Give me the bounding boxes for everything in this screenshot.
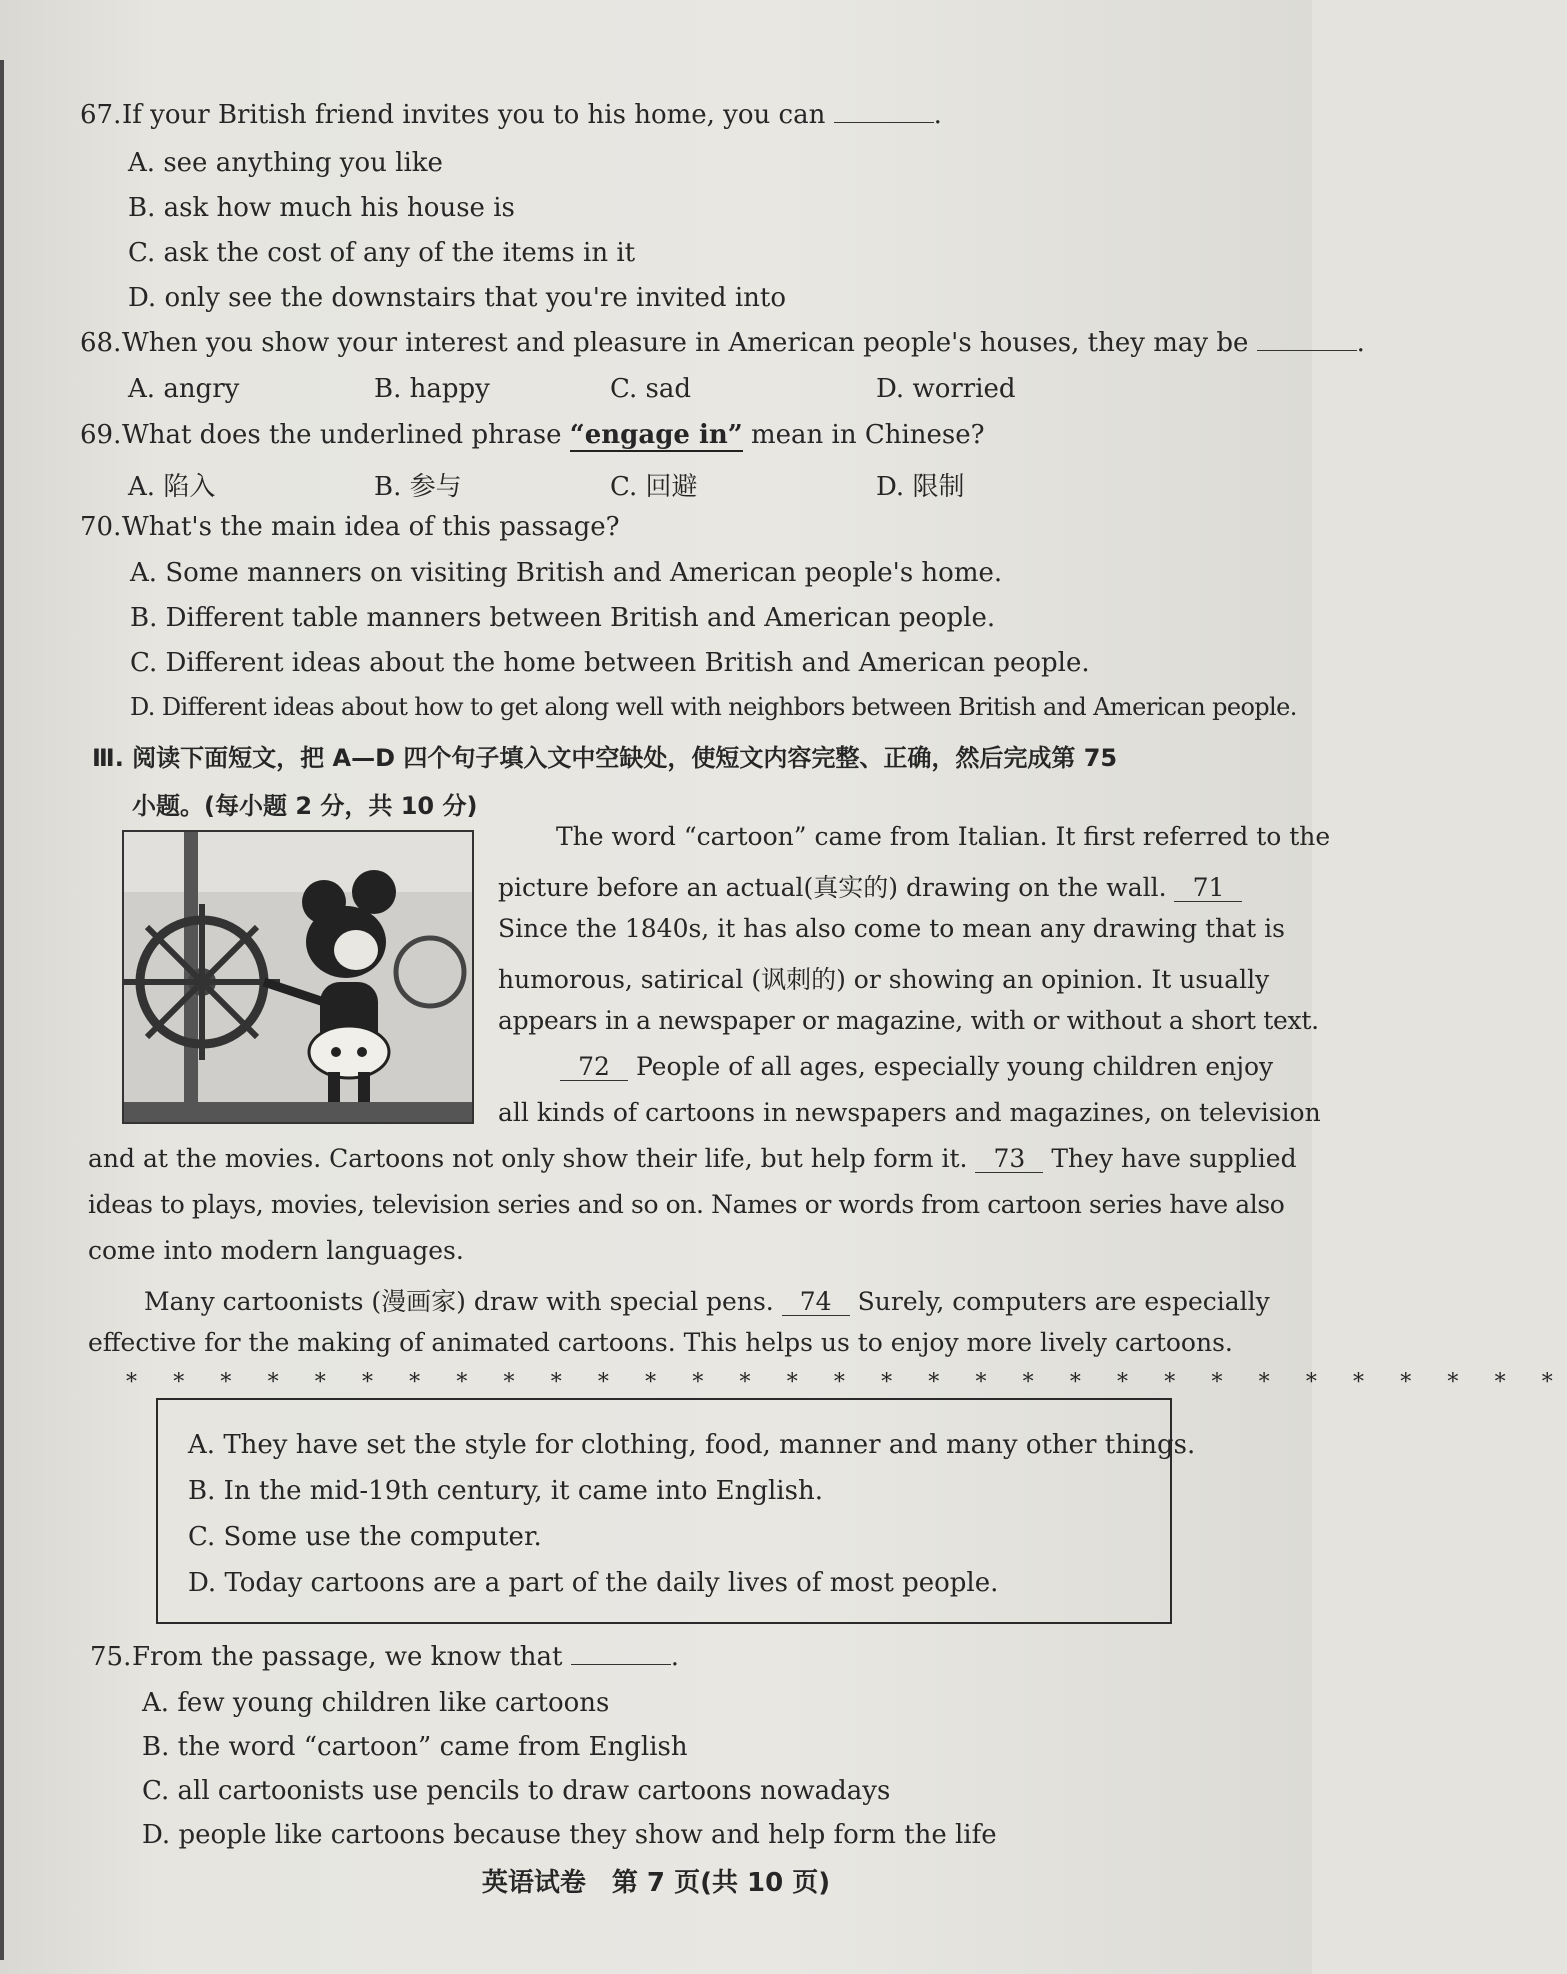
option-b: B. the word “cartoon” came from English: [142, 1732, 688, 1762]
option-b: B. happy: [374, 374, 490, 404]
option-c: C. Different ideas about the home between British and American people.: [130, 648, 1090, 678]
option-c: C. ask the cost of any of the items in it: [128, 238, 636, 268]
option-b: B. 参与: [374, 472, 462, 502]
cartoon-illustration: [122, 830, 474, 1124]
question-70: 70.What's the main idea of this passage?: [80, 512, 620, 542]
option-a: A. Some manners on visiting British and American people's home.: [130, 558, 1003, 588]
blank-73: 73: [975, 1146, 1043, 1173]
passage-line: effective for the making of animated cartoons. This helps us to enjoy more lively cartoons.: [88, 1328, 1233, 1357]
question-stem: If your British friend invites you to his home, you can: [122, 100, 826, 130]
option-a: A. see anything you like: [128, 148, 443, 178]
option-a: A. 陷入: [128, 472, 216, 502]
box-option-d: D. Today cartoons are a part of the daily lives of most people.: [188, 1568, 999, 1598]
option-d: D. only see the downstairs that you're invited into: [128, 283, 786, 313]
underlined-phrase: “engage in”: [569, 420, 743, 450]
blank-71: 71: [1174, 875, 1242, 902]
question-68: 68.When you show your interest and pleasure in American people's houses, they may be .: [80, 328, 1365, 358]
passage-line: ideas to plays, movies, television series and so on. Names or words from cartoon series have also: [88, 1190, 1285, 1219]
blank-74: 74: [782, 1289, 850, 1316]
box-option-b: B. In the mid-19th century, it came into English.: [188, 1476, 823, 1506]
box-option-c: C. Some use the computer.: [188, 1522, 542, 1552]
option-a: A. angry: [128, 374, 240, 404]
option-d: D. worried: [876, 374, 1016, 404]
sentence-options-box: [156, 1398, 1196, 1624]
passage-line: and at the movies. Cartoons not only show their life, but help form it. 73 They have supplied: [88, 1144, 1297, 1173]
passage-line: come into modern languages.: [88, 1236, 464, 1265]
question-number: 67.: [80, 100, 122, 130]
page-edge: [0, 60, 4, 1960]
passage-line: The word “cartoon” came from Italian. It first referred to the: [556, 822, 1331, 851]
passage-line: humorous, satirical (讽刺的) or showing an opinion. It usually: [498, 965, 1270, 994]
passage-line: all kinds of cartoons in newspapers and magazines, on television: [498, 1098, 1321, 1127]
option-b: B. ask how much his house is: [128, 193, 515, 223]
option-c: C. sad: [610, 374, 691, 404]
passage-line: picture before an actual(真实的) drawing on the wall. 71: [498, 868, 1242, 904]
option-d: D. people like cartoons because they show and help form the life: [142, 1820, 997, 1850]
answer-blank: [1257, 349, 1357, 351]
passage-line: appears in a newspaper or magazine, with or without a short text.: [498, 1006, 1319, 1035]
steamboat-cartoon-image: [124, 832, 472, 1122]
answer-blank: [834, 121, 934, 123]
passage-line: Many cartoonists (漫画家) draw with special pens. 74 Surely, computers are especially: [144, 1287, 1270, 1316]
star-separator: * * * * * * * * * * * * * * * * * * * * * * * * * * * * * * *: [126, 1370, 1567, 1395]
option-a: A. few young children like cartoons: [142, 1688, 610, 1718]
question-69: 69.What does the underlined phrase “engage in” mean in Chinese?: [80, 420, 985, 450]
section-heading: Ⅲ. 阅读下面短文，把 A—D 四个句子填入文中空缺处，使短文内容完整、正确，然后完成第 75: [92, 744, 1118, 772]
page-footer: 英语试卷 第 7 页(共 10 页): [481, 1868, 831, 1898]
passage-line: Since the 1840s, it has also come to mean any drawing that is: [498, 914, 1285, 943]
question-75: 75.From the passage, we know that .: [90, 1642, 680, 1672]
section-heading-cont: 小题。(每小题 2 分，共 10 分): [132, 792, 478, 820]
option-c: C. all cartoonists use pencils to draw cartoons nowadays: [142, 1776, 891, 1806]
option-d: D. 限制: [876, 472, 965, 502]
option-b: B. Different table manners between British and American people.: [130, 603, 996, 633]
question-67: 67.If your British friend invites you to his home, you can .: [80, 100, 942, 130]
option-c: C. 回避: [610, 472, 698, 502]
box-option-a: A. They have set the style for clothing, food, manner and many other things.: [188, 1430, 1196, 1460]
blank-72: 72: [560, 1054, 628, 1081]
passage-line: 72 People of all ages, especially young children enjoy: [560, 1052, 1273, 1081]
answer-blank: [571, 1663, 671, 1665]
option-d: D. Different ideas about how to get along well with neighbors between British and American people.: [130, 693, 1297, 721]
